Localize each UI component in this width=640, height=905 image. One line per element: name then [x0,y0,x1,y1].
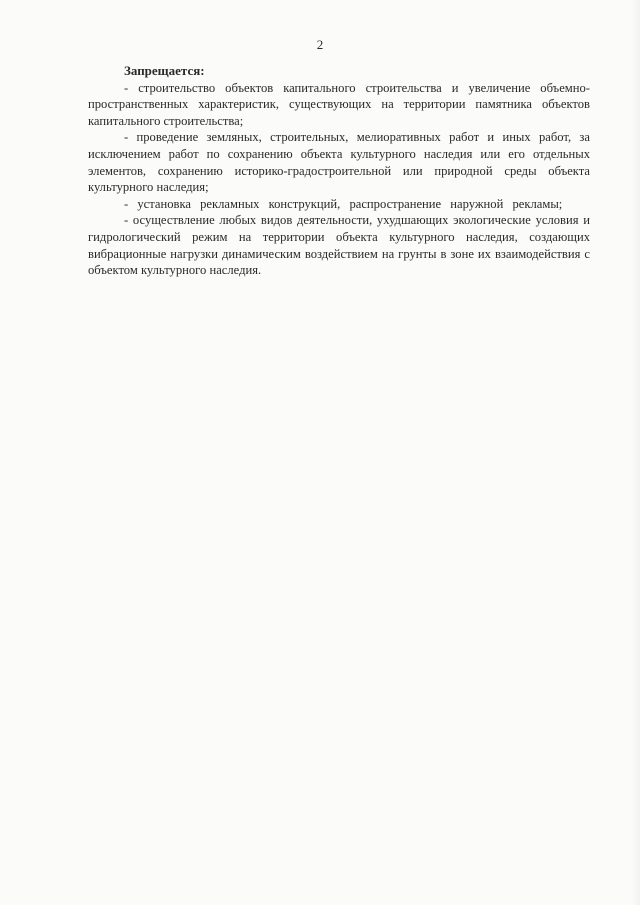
prohibition-item-earthworks: - проведение земляных, строительных, мелиоративных работ и иных работ, за исключением работ по сохранению объекта культурного наследия или его отдельных элементов, сохранению историко-градостроительной или природной среды объекта культурного наследия; [88,130,590,195]
page-number: 2 [316,37,324,52]
prohibition-item-activities: - осуществление любых видов деятельности, ухудшающих экологические условия и гидрологический режим на территории объекта культурного наследия, создающих вибрационные нагрузки динамическим воздействием на грунты в зоне их взаимодействия с объектом культурного наследия. [88,213,590,278]
scan-edge-shade [632,0,640,905]
prohibition-item-construction: - строительство объектов капитального строительства и увеличение объемно-пространственных характеристик, существующих на территории памятника объектов капитального строительства; [88,80,590,128]
section-heading: Запрещается: [124,63,205,78]
prohibition-item-advertising: - установка рекламных конструкций, распространение наружной рекламы; [124,196,563,211]
document-body [88,63,590,279]
